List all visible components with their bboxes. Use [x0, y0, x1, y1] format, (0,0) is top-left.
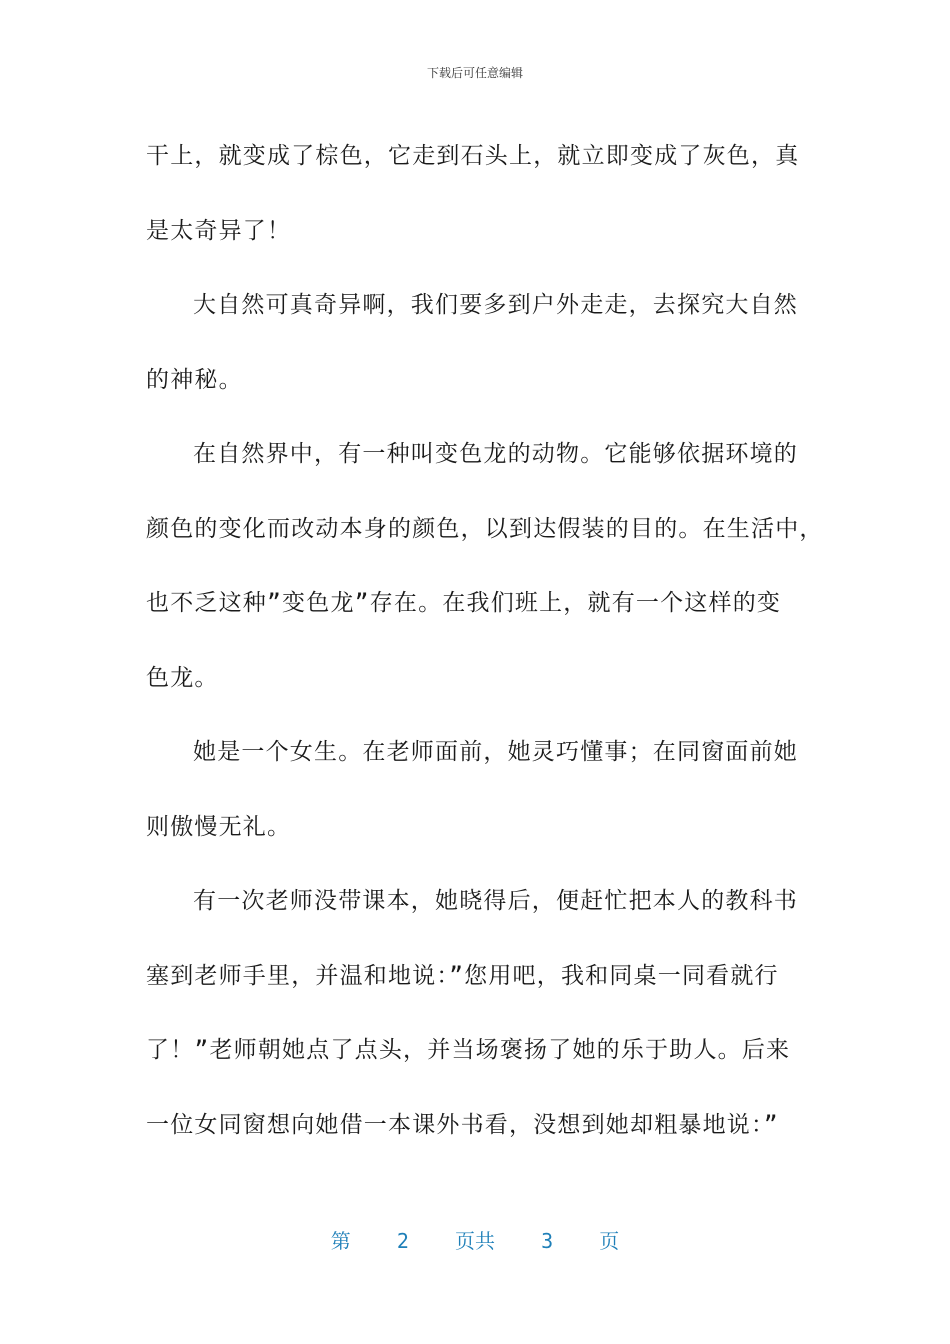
total-pages-number: 3 [541, 1229, 554, 1253]
text-line: 也不乏这种”变色龙”存在。在我们班上，就有一个这样的变 [146, 590, 782, 616]
text-line: 了！”老师朝她点了点头，并当场褒扬了她的乐于助人。后来 [146, 1037, 791, 1063]
text-line: 颜色的变化而改动本身的颜色，以到达假装的目的。在生活中， [146, 515, 824, 542]
current-page-number: 2 [396, 1229, 409, 1253]
text-line: 塞到老师手里，并温和地说：”您用吧，我和同桌一同看就行 [146, 962, 779, 989]
footer-label-total: 页共 [455, 1229, 495, 1253]
page-footer [0, 1225, 950, 1254]
text-line: 干上，就变成了棕色，它走到石头上，就立即变成了灰色，真 [146, 143, 800, 169]
text-line: 大自然可真奇异啊，我们要多到户外走走，去探究大自然 [193, 292, 798, 318]
text-line: 她是一个女生。在老师面前，她灵巧懂事；在同窗面前她 [193, 739, 798, 765]
text-line: 的神秘。 [146, 366, 243, 393]
text-line: 是太奇异了！ [146, 217, 292, 244]
text-line: 一位女同窗想向她借一本课外书看，没想到她却粗暴地说：” [146, 1111, 779, 1138]
text-line: 在自然界中，有一种叫变色龙的动物。它能够依据环境的 [193, 441, 798, 467]
footer-label-end: 页 [599, 1229, 620, 1253]
text-line: 色龙。 [146, 664, 219, 691]
page-header [0, 64, 950, 81]
footer-label-page: 第 [330, 1229, 351, 1253]
text-line: 则傲慢无礼。 [146, 813, 292, 840]
header-text: 下载后可任意编辑 [426, 66, 523, 80]
document-body [146, 119, 824, 1162]
text-line: 有一次老师没带课本，她晓得后，便赶忙把本人的教科书 [193, 888, 798, 914]
